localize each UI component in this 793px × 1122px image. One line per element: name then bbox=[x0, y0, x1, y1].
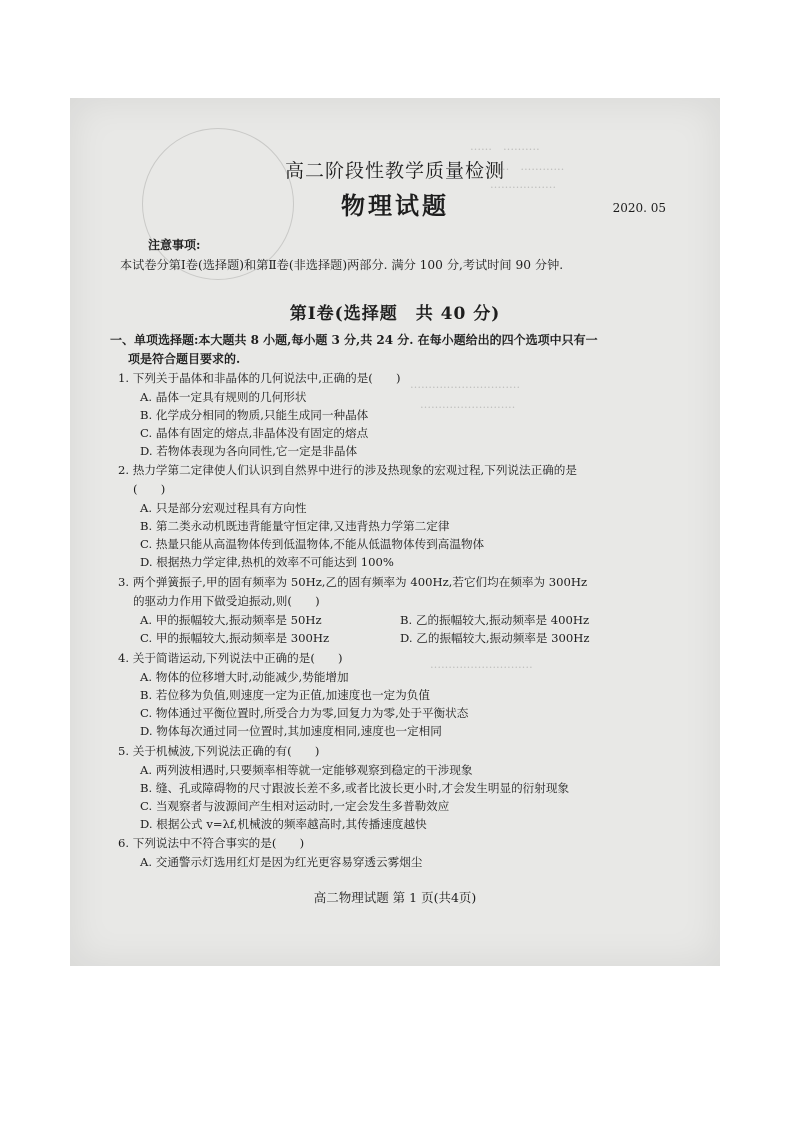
question-2-option-c: C. 热量只能从高温物体传到低温物体,不能从低温物体传到高温物体 bbox=[140, 537, 485, 551]
question-4-option-b: B. 若位移为负值,则速度一定为正值,加速度也一定为负值 bbox=[140, 688, 430, 702]
question-5-option-d: D. 根据公式 v=λf,机械波的频率越高时,其传播速度越快 bbox=[140, 817, 427, 831]
question-6-stem: 6. 下列说法中不符合事实的是( ) bbox=[118, 836, 305, 850]
question-3-option-b: B. 乙的振幅较大,振动频率是 400Hz bbox=[400, 613, 590, 627]
question-3-option-d: D. 乙的振幅较大,振动频率是 300Hz bbox=[400, 631, 590, 645]
question-3-option-c: C. 甲的振幅较大,振动频率是 300Hz bbox=[140, 631, 330, 645]
question-5-option-b: B. 缝、孔或障碍物的尺寸跟波长差不多,或者比波长更小时,才会发生明显的衍射现象 bbox=[140, 781, 570, 795]
question-3-stem: 3. 两个弹簧振子,甲的固有频率为 50Hz,乙的固有频率为 400Hz,若它们均在频率为 300Hz bbox=[118, 575, 588, 589]
exam-date: 2020. 05 bbox=[612, 201, 666, 215]
question-2-option-b: B. 第二类永动机既违背能量守恒定律,又违背热力学第二定律 bbox=[140, 519, 450, 533]
question-6-option-a: A. 交通警示灯选用红灯是因为红光更容易穿透云雾烟尘 bbox=[140, 855, 423, 869]
section-title: 第Ⅰ卷(选择题 共 40 分) bbox=[289, 304, 501, 324]
question-1-option-b: B. 化学成分相同的物质,只能生成同一种晶体 bbox=[140, 408, 369, 422]
question-3-stem-cont: 的驱动力作用下做受迫振动,则( ) bbox=[133, 594, 320, 608]
question-1-option-a: A. 晶体一定具有规则的几何形状 bbox=[140, 390, 307, 404]
section-instructions-cont: 项是符合题目要求的. bbox=[128, 352, 241, 366]
question-4-stem: 4. 关于简谐运动,下列说法中正确的是( ) bbox=[118, 651, 343, 665]
exam-title: 物理试题 bbox=[341, 191, 449, 220]
question-1-option-d: D. 若物体表现为各向同性,它一定是非晶体 bbox=[140, 444, 358, 458]
question-4-option-c: C. 物体通过平衡位置时,所受合力为零,回复力为零,处于平衡状态 bbox=[140, 706, 469, 720]
question-4-option-d: D. 物体每次通过同一位置时,其加速度相同,速度也一定相同 bbox=[140, 724, 442, 738]
question-1-option-c: C. 晶体有固定的熔点,非晶体没有固定的熔点 bbox=[140, 426, 369, 440]
question-2-option-a: A. 只是部分宏观过程具有方向性 bbox=[140, 501, 307, 515]
question-2-stem-cont: ( ) bbox=[133, 482, 166, 496]
notice-heading: 注意事项: bbox=[148, 238, 201, 252]
notice-body: 本试卷分第Ⅰ卷(选择题)和第Ⅱ卷(非选择题)两部分. 满分 100 分,考试时间 90 分钟. bbox=[120, 258, 564, 272]
question-2-option-d: D. 根据热力学定律,热机的效率不可能达到 100% bbox=[140, 555, 394, 569]
question-5-stem: 5. 关于机械波,下列说法正确的有( ) bbox=[118, 744, 320, 758]
question-2-stem: 2. 热力学第二定律使人们认识到自然界中进行的涉及热现象的宏观过程,下列说法正确的是 bbox=[118, 463, 577, 477]
question-5-option-a: A. 两列波相遇时,只要频率相等就一定能够观察到稳定的干涉现象 bbox=[140, 763, 473, 777]
exam-paper: ‥‥‥ ‥‥‥‥‥ ‥‥‥‥ ‥‥‥‥‥‥ ‥‥‥‥‥‥‥‥‥ ‥‥‥‥‥‥‥‥‥‥‥‥‥‥‥ ‥‥‥‥‥‥‥‥‥‥‥‥‥ ‥‥‥‥‥‥‥‥‥‥‥‥‥‥ 高二阶段性教学质量检测 物理试题 2020. 05 注意事项: 本试卷分第Ⅰ卷(选择题)和第Ⅱ卷(非选择题)两部分. 满分 100 分,考试时间 90 分钟. 第Ⅰ卷(选择题 共 40 分) 一、单项选择题:本大题共 8 小题,每小题 3 分,共 24 分. 在每小题给出的四个选项中只有一 项是符合题目要求的. 1. 下列关于晶体和非晶体的几何说法中,正确的是( ) A. 晶体一定具有规则的几何形状 B. 化学成分相同的物质,只能生成同一种晶体 C. 晶体有固定的熔点,非晶体没有固定的熔点 D. 若物体表现为各向同性,它一定是非晶体 2. 热力学第二定律使人们认识到自然界中进行的涉及热现象的宏观过程,下列说法正确的是 ( ) A. 只是部分宏观过程具有方向性 B. 第二类永动机既违背能量守恒定律,又违背热力学第二定律 C. 热量只能从高温物体传到低温物体,不能从低温物体传到高温物体 D. 根据热力学定律,热机的效率不可能达到 100% 3. 两个弹簧振子,甲的固有频率为 50Hz,乙的固有频率为 400Hz,若它们均在频率为 300Hz 的驱动力作用下做受迫振动,则( ) A. 甲的振幅较大,振动频率是 50Hz B. 乙的振幅较大,振动频率是 400Hz C. 甲的振幅较大,振动频率是 300Hz D. 乙的振幅较大,振动频率是 300Hz 4. 关于简谐运动,下列说法中正确的是( ) A. 物体的位移增大时,动能减少,势能增加 B. 若位移为负值,则速度一定为正值,加速度也一定为负值 C. 物体通过平衡位置时,所受合力为零,回复力为零,处于平衡状态 D. 物体每次通过同一位置时,其加速度相同,速度也一定相同 5. 关于机械波,下列说法正确的有( ) A. 两列波相遇时,只要频率相等就一定能够观察到稳定的干涉现象 B. 缝、孔或障碍物的尺寸跟波长差不多,或者比波长更小时,才会发生明显的衍射现象 C. 当观察者与波源间产生相对运动时,一定会发生多普勒效应 D. 根据公式 v=λf,机械波的频率越高时,其传播速度越快 6. 下列说法中不符合事实的是( ) A. 交通警示灯选用红灯是因为红光更容易穿透云雾烟尘 高二物理试题 第 1 页(共4页) bbox=[70, 98, 720, 966]
page-footer: 高二物理试题 第 1 页(共4页) bbox=[313, 890, 477, 905]
section-instructions: 一、单项选择题:本大题共 8 小题,每小题 3 分,共 24 分. 在每小题给出的四个选项中只有一 bbox=[110, 333, 598, 347]
exam-subtitle: 高二阶段性教学质量检测 bbox=[284, 160, 505, 182]
question-1-stem: 1. 下列关于晶体和非晶体的几何说法中,正确的是( ) bbox=[118, 371, 401, 385]
question-5-option-c: C. 当观察者与波源间产生相对运动时,一定会发生多普勒效应 bbox=[140, 799, 450, 813]
question-4-option-a: A. 物体的位移增大时,动能减少,势能增加 bbox=[140, 670, 349, 684]
question-3-option-a: A. 甲的振幅较大,振动频率是 50Hz bbox=[140, 613, 322, 627]
